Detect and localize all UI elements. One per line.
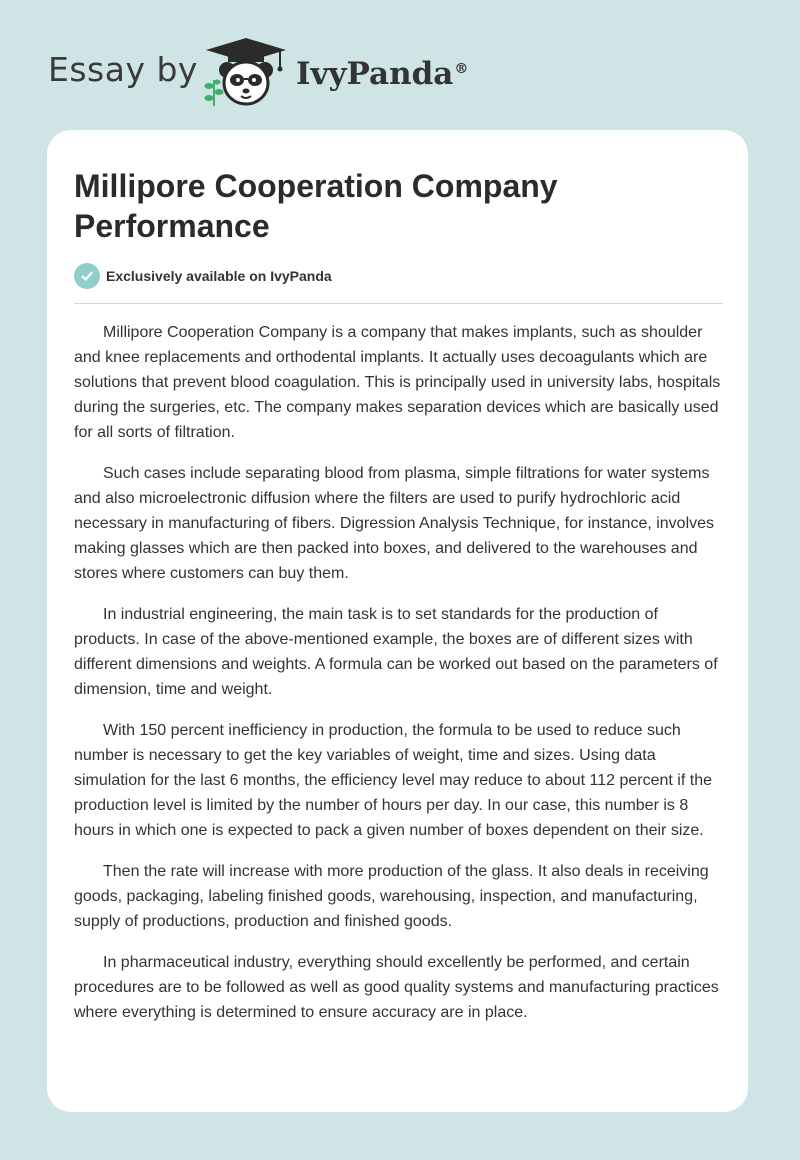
site-header [48,36,548,116]
brand-logo-text[interactable] [296,56,468,92]
paragraph: Such cases include separating blood from plasma, simple filtrations for water systems and also microelectronic diffusion where the filters are used to purify hydrochloric acid necessary in manufacturing of fibers. Digression Analysis Technique, for instance, involves making glasses which are then packed into boxes, and delivered to the warehouses and stores where customers can buy them. [74,465,715,582]
brand-name: IvyPanda [296,56,454,92]
title-divider [74,303,723,304]
paragraph: With 150 percent inefficiency in production, the formula to be used to reduce such number is necessary to get the key variables of weight, time and sizes. Using data simulation for the last 6 months, the efficiency level may reduce to about 112 percent if the production level is limited by the number of hours per day. In our case, this number is 8 hours in which one is expected to pack a given number of boxes dependent on their size. [74,722,712,839]
exclusive-badge [74,263,332,289]
paragraph: Millipore Cooperation Company is a company that makes implants, such as shoulder and knee replacements and orthodental implants. It actually uses decoagulants which are solutions that prevent blood coagulation. This is principally used in university labs, hospitals during the surgeries, etc. The company makes separation devices which are basically used for all sorts of filtration. [74,324,721,441]
checkmark-icon [74,263,100,289]
paragraph: Then the rate will increase with more production of the glass. It also deals in receiving goods, packaging, labeling finished goods, warehousing, inspection, and manufacturing, supply of productions, production and finished goods. [74,863,709,930]
panda-graduate-icon[interactable] [200,36,292,110]
essay-by-label: Essay by [48,50,198,89]
registered-mark: ® [454,60,469,77]
paragraph: In industrial engineering, the main task is to set standards for the production of products. In case of the above-mentioned example, the boxes are of different sizes with different dimensions and weights. A formula can be worked out based on the parameters of dimension, time and weight. [74,606,718,698]
page-title: Millipore Cooperation Company Performance [74,168,558,244]
essay-body [74,320,726,1041]
exclusive-badge-label: Exclusively available on IvyPanda [106,268,332,284]
essay-card [47,130,748,1112]
paragraph: In pharmaceutical industry, everything should excellently be performed, and certain procedures are to be followed as well as good quality systems and manufacturing practices where everything is determined to ensure accuracy are in place. [74,954,719,1021]
